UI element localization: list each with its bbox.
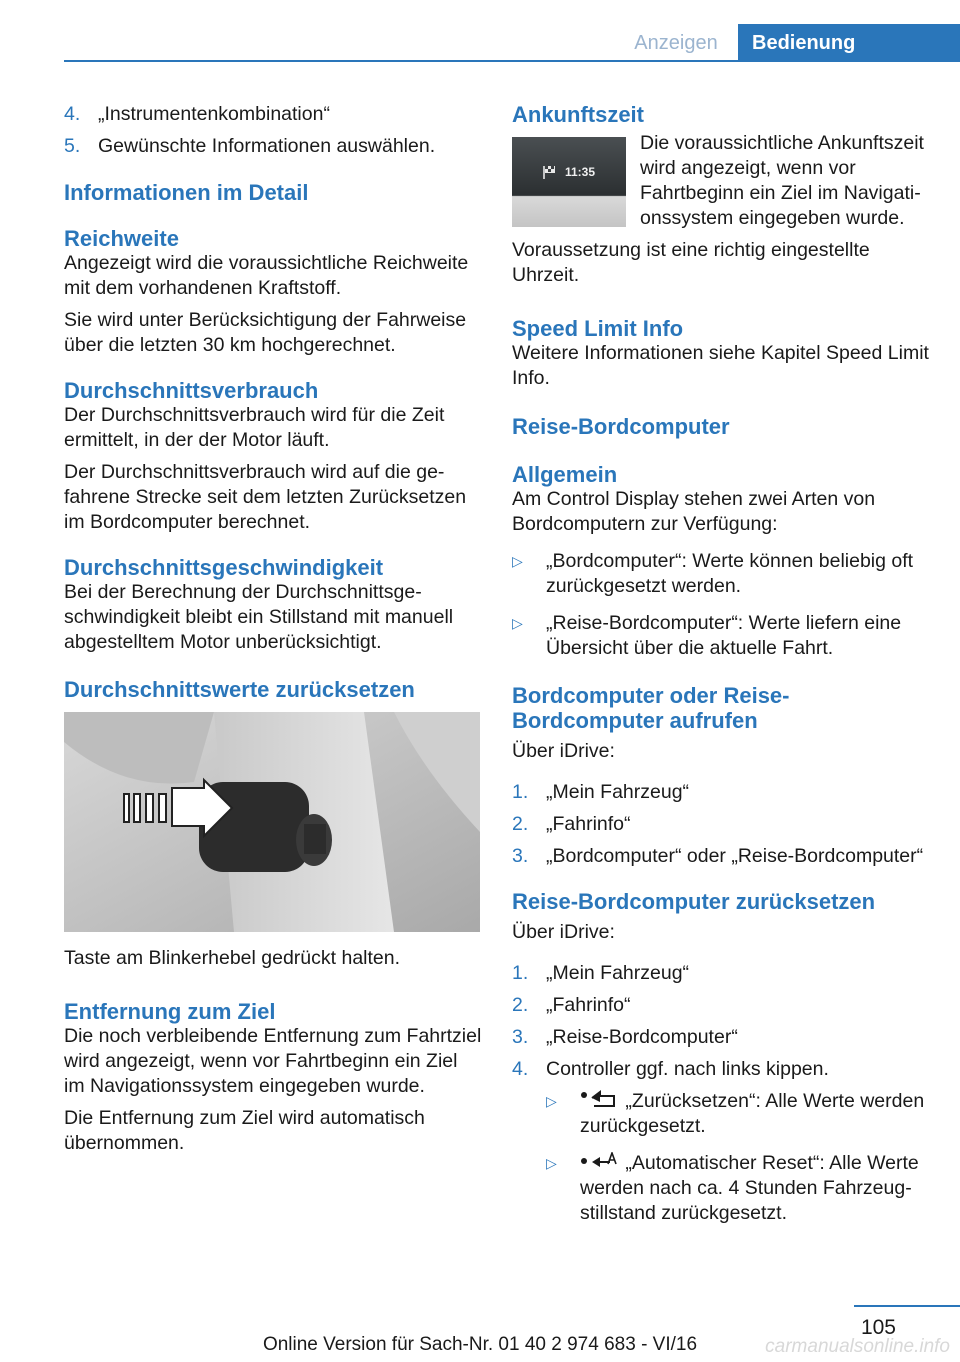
bullet-text: „Reise-Bordcomputer“: Werte liefern eine Übersicht über die aktuelle Fahrt. (546, 612, 902, 659)
list-number: 2. (512, 813, 529, 835)
heading-durchschnittsgeschwindigkeit: Durchschnittsgeschwindigkeit (64, 555, 384, 580)
bullet-item (512, 549, 932, 599)
list-text: „Bordcomputer“ oder „Reise-Bordcomputer“ (546, 845, 924, 867)
list-text: „Fahrinfo“ (546, 813, 631, 835)
paragraph: Die voraussichtliche Ankunftszeit wird angezeigt, wenn vor Fahrtbeginn ein Ziel im Navigationssystem eingegeben wurde. (640, 132, 924, 229)
heading-allgemein: Allgemein (512, 462, 618, 487)
list-text: „Mein Fahrzeug“ (546, 962, 690, 984)
heading-durchschnittsverbrauch: Durchschnittsverbrauch (64, 378, 319, 403)
list-number: 2. (512, 994, 529, 1016)
auto-reset-icon (580, 1152, 620, 1172)
bullet-text: „Bordcomputer“: Werte können beliebig oft zurückgesetzt werden. (546, 550, 914, 597)
tab-bedienung[interactable]: Bedienung (738, 24, 960, 62)
list-number: 3. (512, 1026, 529, 1048)
list-number: 4. (64, 103, 81, 125)
heading-reichweite: Reichweite (64, 226, 179, 251)
paragraph: Über iDrive: (512, 740, 615, 762)
heading-speed-limit-info: Speed Limit Info (512, 316, 684, 341)
tab-anzeigen[interactable]: Anzeigen (634, 32, 718, 54)
heading-informationen-im-detail: Informationen im Detail (64, 180, 309, 205)
paragraph: Angezeigt wird die voraussichtliche Reichweite mit dem vorhandenen Kraftstoff. (64, 252, 469, 299)
watermark: carmanualsonline.info (765, 1336, 950, 1357)
heading-bordcomputer-aufrufen: Bordcomputer oder Reise-Bordcomputer aufrufen (512, 683, 790, 733)
sub-bullet-text: „Automatischer Reset“: Alle Werte werden nach ca. 4 Stunden Fahrzeugstillstand zurückgesetzt. (580, 1152, 919, 1224)
heading-reise-bordcomputer: Reise-Bordcomputer (512, 414, 730, 439)
reset-icon (580, 1090, 620, 1110)
list-item (512, 961, 932, 986)
list-text: „Fahrinfo“ (546, 994, 631, 1016)
footer-rule (854, 1305, 960, 1307)
bullet-item (512, 611, 932, 661)
paragraph: Voraussetzung ist eine richtig eingestellte Uhrzeit. (512, 239, 870, 286)
list-number: 1. (512, 781, 529, 803)
bullet-triangle-icon: ▷ (546, 1093, 557, 1109)
list-item (512, 1057, 932, 1082)
paragraph: Der Durchschnittsverbrauch wird auf die gefahrene Strecke seit dem letzten Zurücksetzen im Bordcomputer berechnet. (64, 461, 467, 533)
paragraph: Die noch verbleibende Entfernung zum Fahrtziel wird angezeigt, wenn vor Fahrtbeginn ein Ziel im Navigationssystem eingegeben wurde. (64, 1025, 482, 1097)
list-item (512, 1025, 932, 1050)
list-text: Gewünschte Informationen auswählen. (98, 135, 436, 157)
bullet-triangle-icon: ▷ (546, 1155, 557, 1171)
heading-entfernung-zum-ziel: Entfernung zum Ziel (64, 999, 276, 1024)
bullet-triangle-icon: ▷ (512, 615, 523, 631)
online-version-footer: Online Version für Sach-Nr. 01 40 2 974 683 - VI/16 (262, 1334, 698, 1355)
paragraph: Taste am Blinkerhebel gedrückt halten. (64, 947, 401, 969)
clock-text: 11:35 (565, 165, 596, 179)
list-item (64, 102, 482, 127)
paragraph: Bei der Berechnung der Durchschnittsgeschwindigkeit bleibt ein Stillstand mit manuell abgestelltem Motor unberücksichtigt. (64, 581, 454, 653)
list-item (512, 844, 932, 869)
sub-bullet-item (512, 1089, 932, 1139)
bullet-triangle-icon: ▷ (512, 553, 523, 569)
heading-ankunftszeit: Ankunftszeit (512, 102, 644, 127)
list-item (64, 134, 482, 159)
arrival-block (512, 131, 932, 316)
header-rule (64, 60, 960, 62)
list-number: 1. (512, 962, 529, 984)
heading-durchschnittswerte-zuruecksetzen: Durchschnittswerte zurücksetzen (64, 677, 415, 702)
list-text: „Reise-Bordcomputer“ (546, 1026, 738, 1048)
list-text: „Instrumentenkombination“ (98, 103, 330, 125)
list-number: 4. (512, 1058, 529, 1080)
paragraph: Über iDrive: (512, 921, 615, 943)
sub-bullet-item (512, 1151, 932, 1226)
turn-signal-lever-photo (64, 712, 480, 932)
heading-reise-bordcomputer-zuruecksetzen: Reise-Bordcomputer zurücksetzen (512, 889, 876, 914)
list-text: Controller ggf. nach links kippen. (546, 1058, 829, 1080)
paragraph: Der Durchschnittsverbrauch wird für die Zeit ermittelt, in der der Motor läuft. (64, 404, 445, 451)
paragraph: Weitere Informationen siehe Kapitel Speed Limit Info. (512, 342, 929, 389)
list-item (512, 993, 932, 1018)
right-column (512, 102, 932, 1233)
arrival-time-display-image (512, 137, 626, 227)
list-item (512, 812, 932, 837)
list-number: 5. (64, 135, 81, 157)
list-number: 3. (512, 845, 529, 867)
sub-bullet-text: „Zurücksetzen“: Alle Werte werden zurückgesetzt. (580, 1090, 925, 1137)
list-item (512, 780, 932, 805)
left-column (64, 102, 482, 1163)
paragraph: Die Entfernung zum Ziel wird automatisch übernommen. (64, 1107, 425, 1154)
page-number: 105 (860, 1316, 896, 1339)
list-text: „Mein Fahrzeug“ (546, 781, 690, 803)
paragraph: Sie wird unter Berücksichtigung der Fahrweise über die letzten 30 km hochgerechnet. (64, 309, 467, 356)
paragraph: Am Control Display stehen zwei Arten von Bordcomputern zur Verfügung: (512, 488, 876, 535)
